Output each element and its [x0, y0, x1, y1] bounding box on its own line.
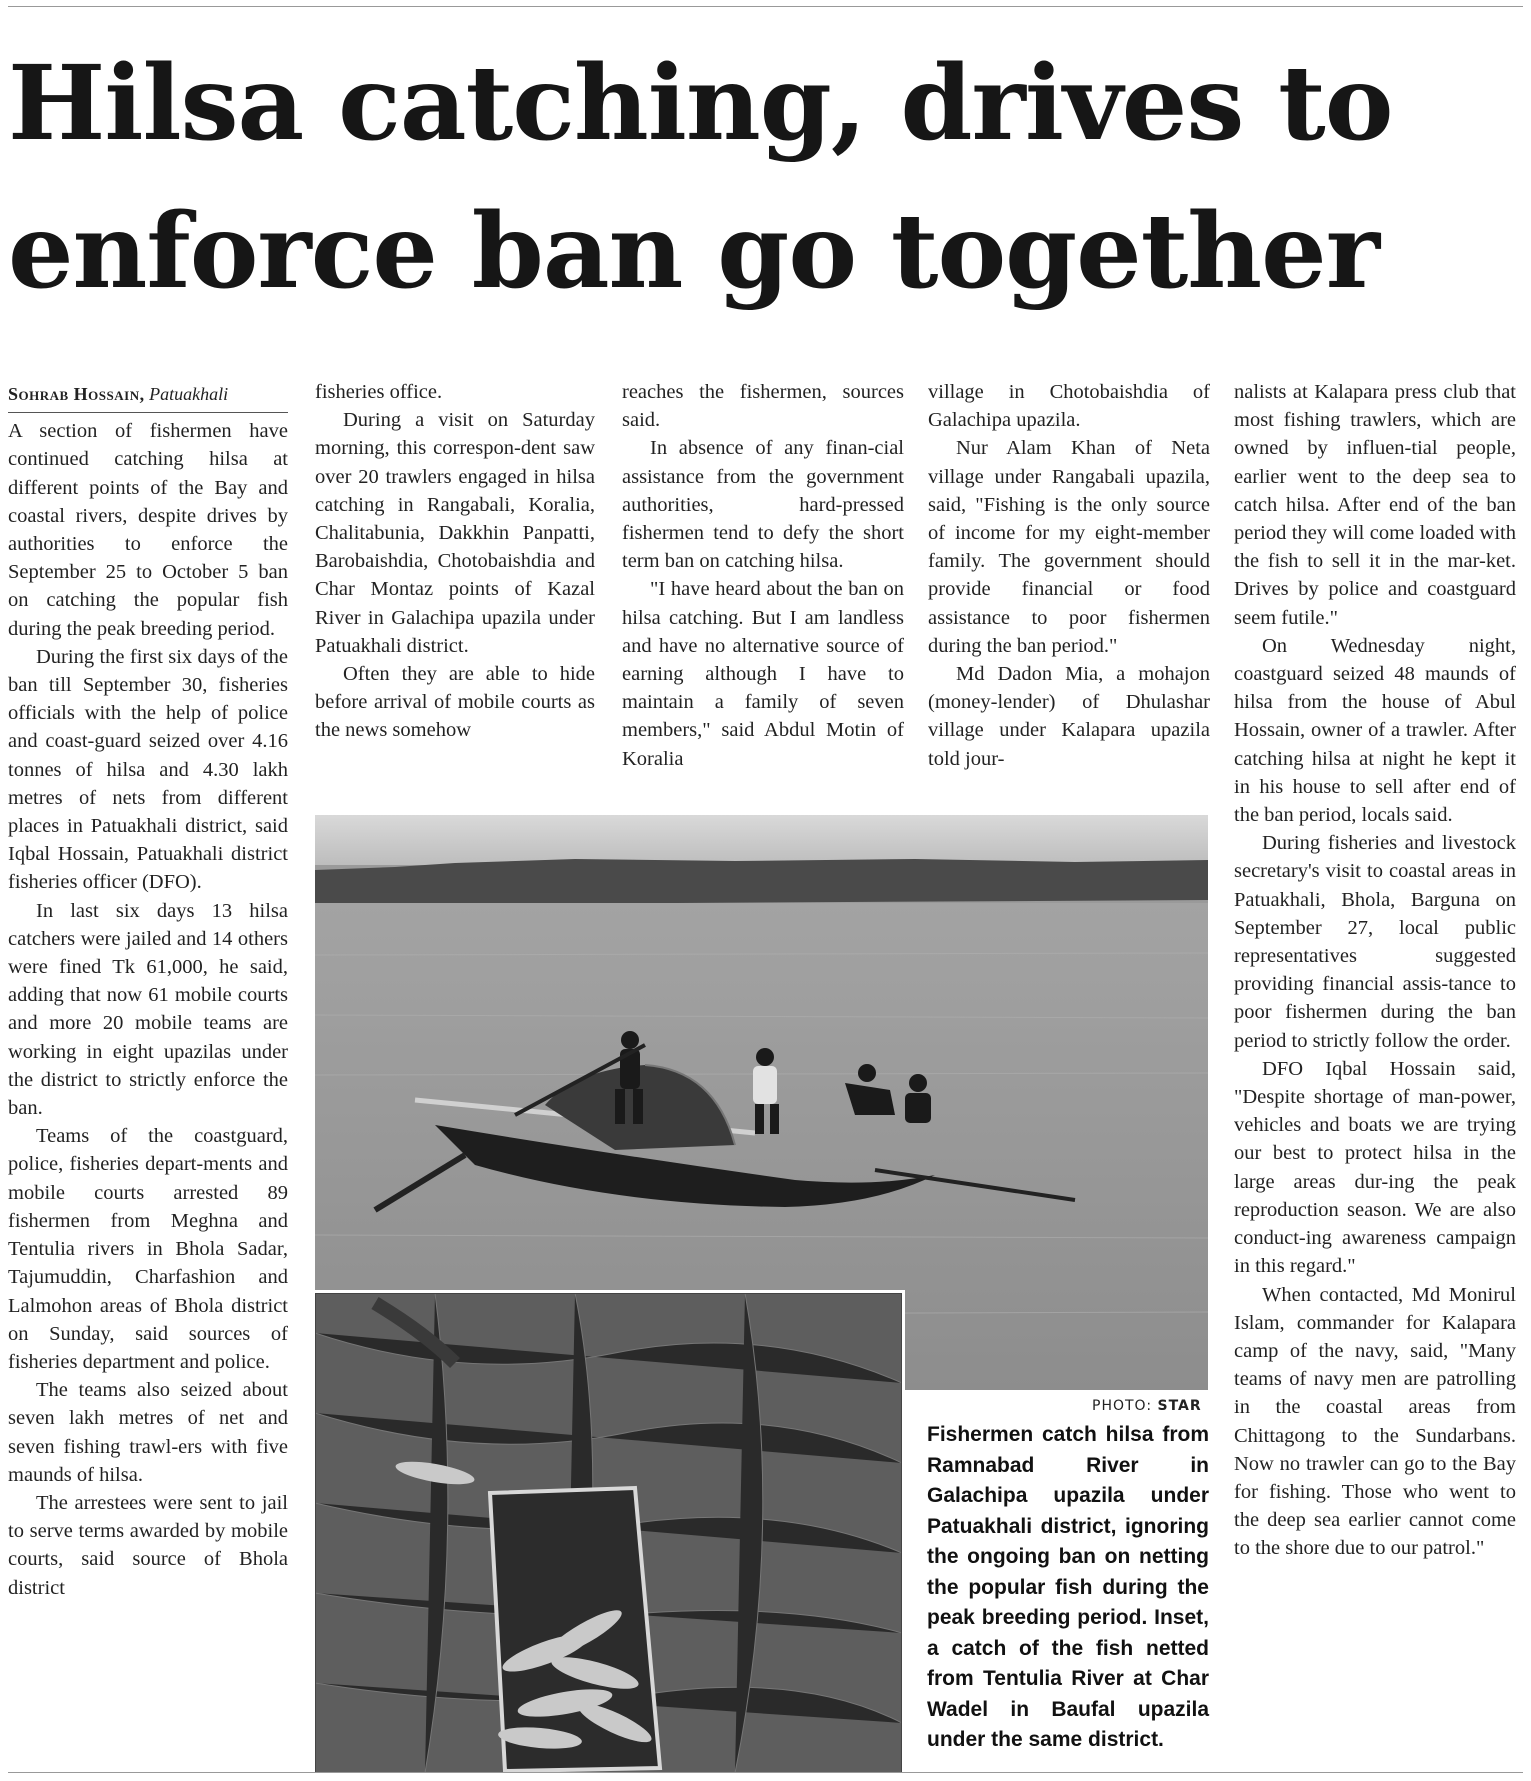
- paragraph: Often they are able to hide before arrival of mobile courts as the news somehow: [315, 663, 595, 742]
- byline-author: Sohrab Hossain,: [8, 384, 145, 404]
- paragraph: During fisheries and livestock secretary's visit to coastal areas in Patuakhali, Bhola, Barguna on September 27, local public representatives suggested providing financial assis-tance to poor fishermen during the ban period to strictly follow the order.: [1234, 832, 1516, 1052]
- column-4: [928, 378, 1210, 773]
- paragraph: Nur Alam Khan of Neta village under Rangabali upazila, said, "Fishing is the only source of income for my eight-member family. The government should provide financial or food assistance to poor fishermen during the ban period.": [928, 437, 1210, 657]
- photo-credit: [1092, 1398, 1202, 1414]
- column-3: [622, 378, 904, 773]
- photo-caption: Fishermen catch hilsa from Ramnabad River in Galachipa upazila under Patuakhali district, ignoring the ongoing ban on netting the popular fish during the peak breeding period. Inset, a catch of the fish netted from Tentulia River at Char Wadel in Baufal upazila under the same district.: [927, 1423, 1209, 1751]
- paragraph: On Wednesday night, coastguard seized 48 maunds of hilsa from the house of Abul Hossain, owner of a trawler. After catching hilsa at night he kept it in his house to sell after end of the ban period, locals said.: [1234, 634, 1516, 827]
- paragraph: Md Dadon Mia, a mohajon (money-lender) of Dhulashar village under Kalapara upazila told jour-: [928, 663, 1210, 770]
- paragraph: During a visit on Saturday morning, this correspon-dent saw over 20 trawlers engaged in hilsa catching in Rangabali, Koralia, Chalitabunia, Dakkhin Panpatti, Barobaishdia, Chotobaishdia and Char Montaz points of Kazal River in Galachipa upazila under Patuakhali district.: [315, 409, 595, 657]
- paragraph: The arrestees were sent to jail to serve terms awarded by mobile courts, said source of Bhola district: [8, 1491, 288, 1599]
- inset-photo: [315, 1290, 905, 1773]
- photo-credit-label: PHOTO:: [1092, 1398, 1153, 1414]
- paragraph: fisheries office.: [315, 381, 443, 403]
- paragraph: village in Chotobaishdia of Galachipa upazila.: [928, 381, 1210, 432]
- paragraph: In absence of any finan-cial assistance from the government authorities, hard-pressed fishermen tend to defy the short term ban on catching hilsa.: [622, 437, 904, 573]
- column-5: [1234, 378, 1516, 1563]
- column-2: [315, 378, 595, 745]
- byline: [8, 380, 288, 408]
- bottom-rule: [8, 1772, 1523, 1773]
- paragraph: In last six days 13 hilsa catchers were jailed and 14 others were fined Tk 61,000, he said, adding that now 61 mobile courts and more 20 mobile teams are working in eight upazilas under the district to strictly enforce the ban.: [8, 899, 288, 1120]
- headline: Hilsa catching, drives to enforce ban go together: [8, 43, 1393, 312]
- paragraph: DFO Iqbal Hossain said, "Despite shortage of man-power, vehicles and boats we are trying our best to protect hilsa in the large areas dur-ing the peak reproduction season. We are also conduct-ing awareness campaign in this regard.": [1234, 1057, 1516, 1278]
- hilsa-catch-image: [315, 1293, 902, 1773]
- paragraph: Teams of the coastguard, police, fisheries depart-ments and mobile courts arrested 89 fishermen from Meghna and Tentulia rivers in Bhola Sadar, Tajumuddin, Charfashion and Lalmohon areas of Bhola district on Sunday, said sources of fisheries department and police.: [8, 1125, 288, 1373]
- byline-rule: [8, 412, 288, 413]
- photo-credit-source: STAR: [1157, 1398, 1202, 1414]
- paragraph: "I have heard about the ban on hilsa catching. But I am landless and have no alternative source of earning although I have to maintain a family of seven members," said Abdul Motin of Koralia: [622, 578, 904, 770]
- paragraph: A section of fishermen have continued catching hilsa at different points of the Bay and coastal rivers, despite drives by authorities to enforce the September 25 to October 5 ban on catching the popular fish during the peak breeding period.: [8, 420, 288, 640]
- byline-place: Patuakhali: [149, 384, 229, 404]
- paragraph: When contacted, Md Monirul Islam, commander for Kalapara camp of the navy, said, "Many teams of navy men are patrolling in the coastal areas from Chittagong to the Sundarbans. Now no trawler can go to the Bay for fishing. Those who went to the deep sea earlier cannot come to the shore due to our patrol.": [1234, 1283, 1516, 1560]
- paragraph: The teams also seized about seven lakh metres of net and seven fishing trawl-ers with five maunds of hilsa.: [8, 1379, 288, 1486]
- column-1: [8, 380, 288, 1602]
- paragraph: During the first six days of the ban till September 30, fisheries officials with the help of police and coast-guard seized over 4.16 tonnes of hilsa and 4.30 lakh metres of nets from different places in Patuakhali district, said Iqbal Hossain, Patuakhali district fisheries officer (DFO).: [8, 645, 288, 894]
- paragraph: nalists at Kalapara press club that most fishing trawlers, which are owned by influen-tial people, earlier went to the deep sea to catch hilsa. After end of the ban period they will come loaded with the fish to sell it in the mar-ket. Drives by police and coastguard seem futile.": [1234, 381, 1516, 629]
- paragraph: reaches the fishermen, sources said.: [622, 381, 904, 432]
- top-rule: [8, 6, 1523, 7]
